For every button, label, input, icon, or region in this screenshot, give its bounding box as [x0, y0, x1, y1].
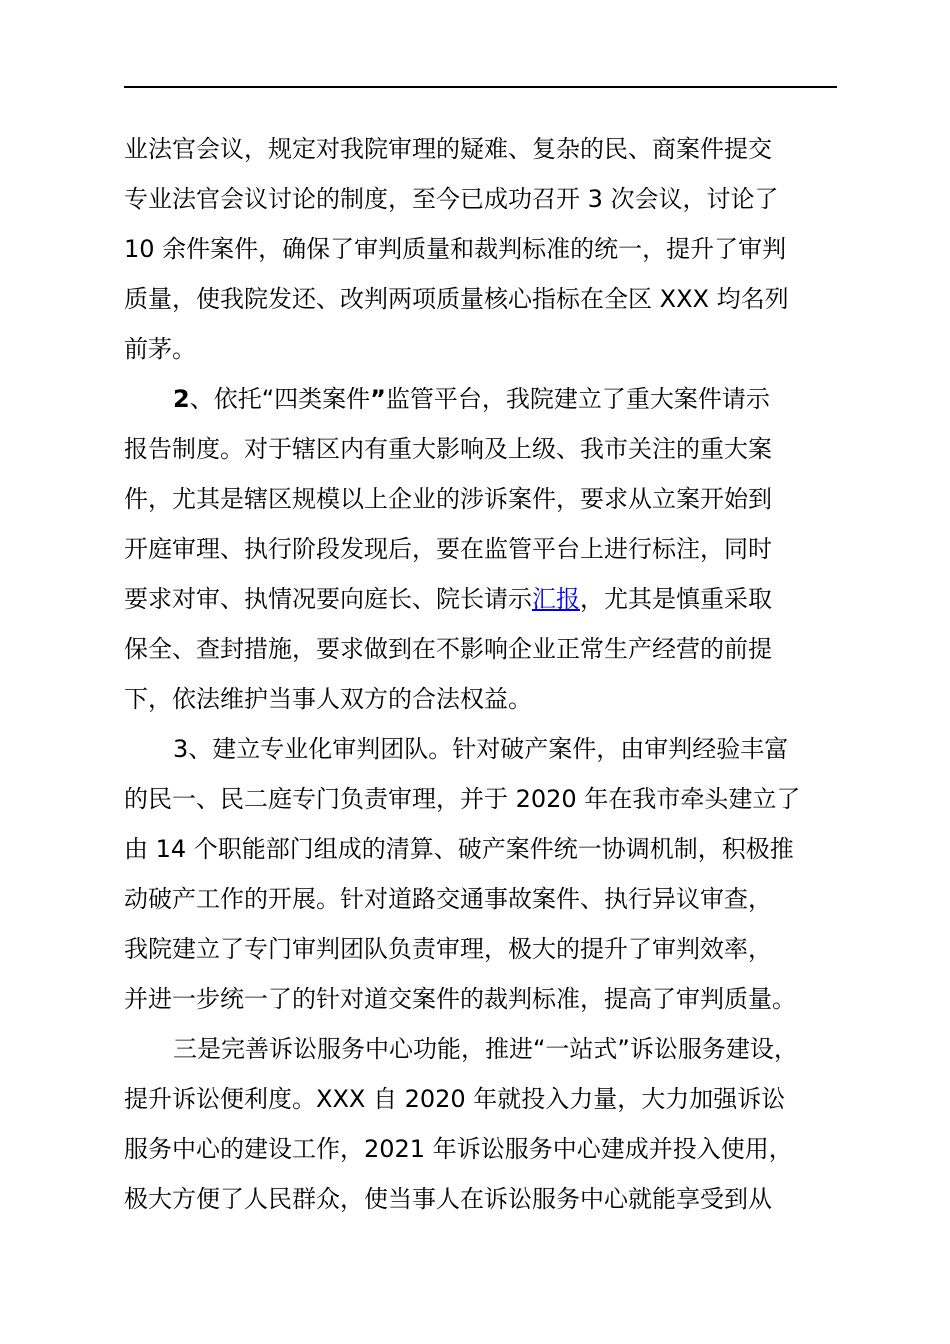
text-line: 10 余件案件，确保了审判质量和裁判标准的统一，提升了审判 [124, 235, 787, 263]
text-line: 前茅。 [124, 335, 196, 363]
text-line: 下，依法维护当事人双方的合法权益。 [124, 685, 532, 713]
quoted-term: 四类案件 [274, 385, 371, 413]
text-segment: ，尤其是慎重采取 [580, 585, 772, 613]
document-body [124, 124, 837, 1224]
paragraph-2 [124, 374, 837, 724]
text-line: 极大方便了人民群众，使当事人在诉讼服务中心就能享受到从 [124, 1185, 772, 1213]
text-line: 三是完善诉讼服务中心功能，推进“一站式”诉讼服务建设， [173, 1035, 798, 1063]
text-line: 保全、查封措施，要求做到在不影响企业正常生产经营的前提 [124, 635, 772, 663]
header-rule [124, 86, 837, 88]
text-line: 动破产工作的开展。针对道路交通事故案件、执行异议审查， [124, 885, 772, 913]
text-line: 并进一步统一了的针对道交案件的裁判标准，提高了审判质量。 [124, 985, 796, 1013]
text-line: 由 14 个职能部门组成的清算、破产案件统一协调机制，积极推 [124, 835, 794, 863]
text-line: 的民一、民二庭专门负责审理，并于 2020 年在我市牵头建立了 [124, 785, 801, 813]
text-segment: 要求对审、执情况要向庭长、院长请示 [124, 585, 532, 613]
text-line: 报告制度。对于辖区内有重大影响及上级、我市关注的重大案 [124, 435, 772, 463]
paragraph-3 [124, 724, 837, 1024]
report-link[interactable]: 汇报 [532, 585, 580, 613]
text-line: 提升诉讼便利度。XXX 自 2020 年就投入力量，大力加强诉讼 [124, 1085, 786, 1113]
text-line: 3、建立专业化审判团队。针对破产案件，由审判经验丰富 [173, 735, 789, 763]
paragraph-4 [124, 1024, 837, 1224]
text-segment: 监管平台，我院建立了重大案件请示 [385, 385, 770, 413]
text-line: 质量，使我院发还、改判两项质量核心指标在全区 XXX 均名列 [124, 285, 789, 313]
text-line [124, 574, 837, 624]
text-line: 业法官会议，规定对我院审理的疑难、复杂的民、商案件提交 [124, 135, 772, 163]
text-line: 我院建立了专门审判团队负责审理，极大的提升了审判效率， [124, 935, 772, 963]
text-line: 服务中心的建设工作，2021 年诉讼服务中心建成并投入使用， [124, 1135, 793, 1163]
paragraph-1 [124, 124, 837, 374]
text-segment: ” [370, 385, 386, 413]
text-line: 开庭审理、执行阶段发现后，要在监管平台上进行标注，同时 [124, 535, 772, 563]
item-number: 2 [173, 385, 190, 413]
text-line [124, 374, 837, 424]
text-line: 专业法官会议讨论的制度，至今已成功召开 3 次会议，讨论了 [124, 185, 779, 213]
text-segment: 、依托“ [189, 385, 275, 413]
text-line: 件，尤其是辖区规模以上企业的涉诉案件，要求从立案开始到 [124, 485, 772, 513]
